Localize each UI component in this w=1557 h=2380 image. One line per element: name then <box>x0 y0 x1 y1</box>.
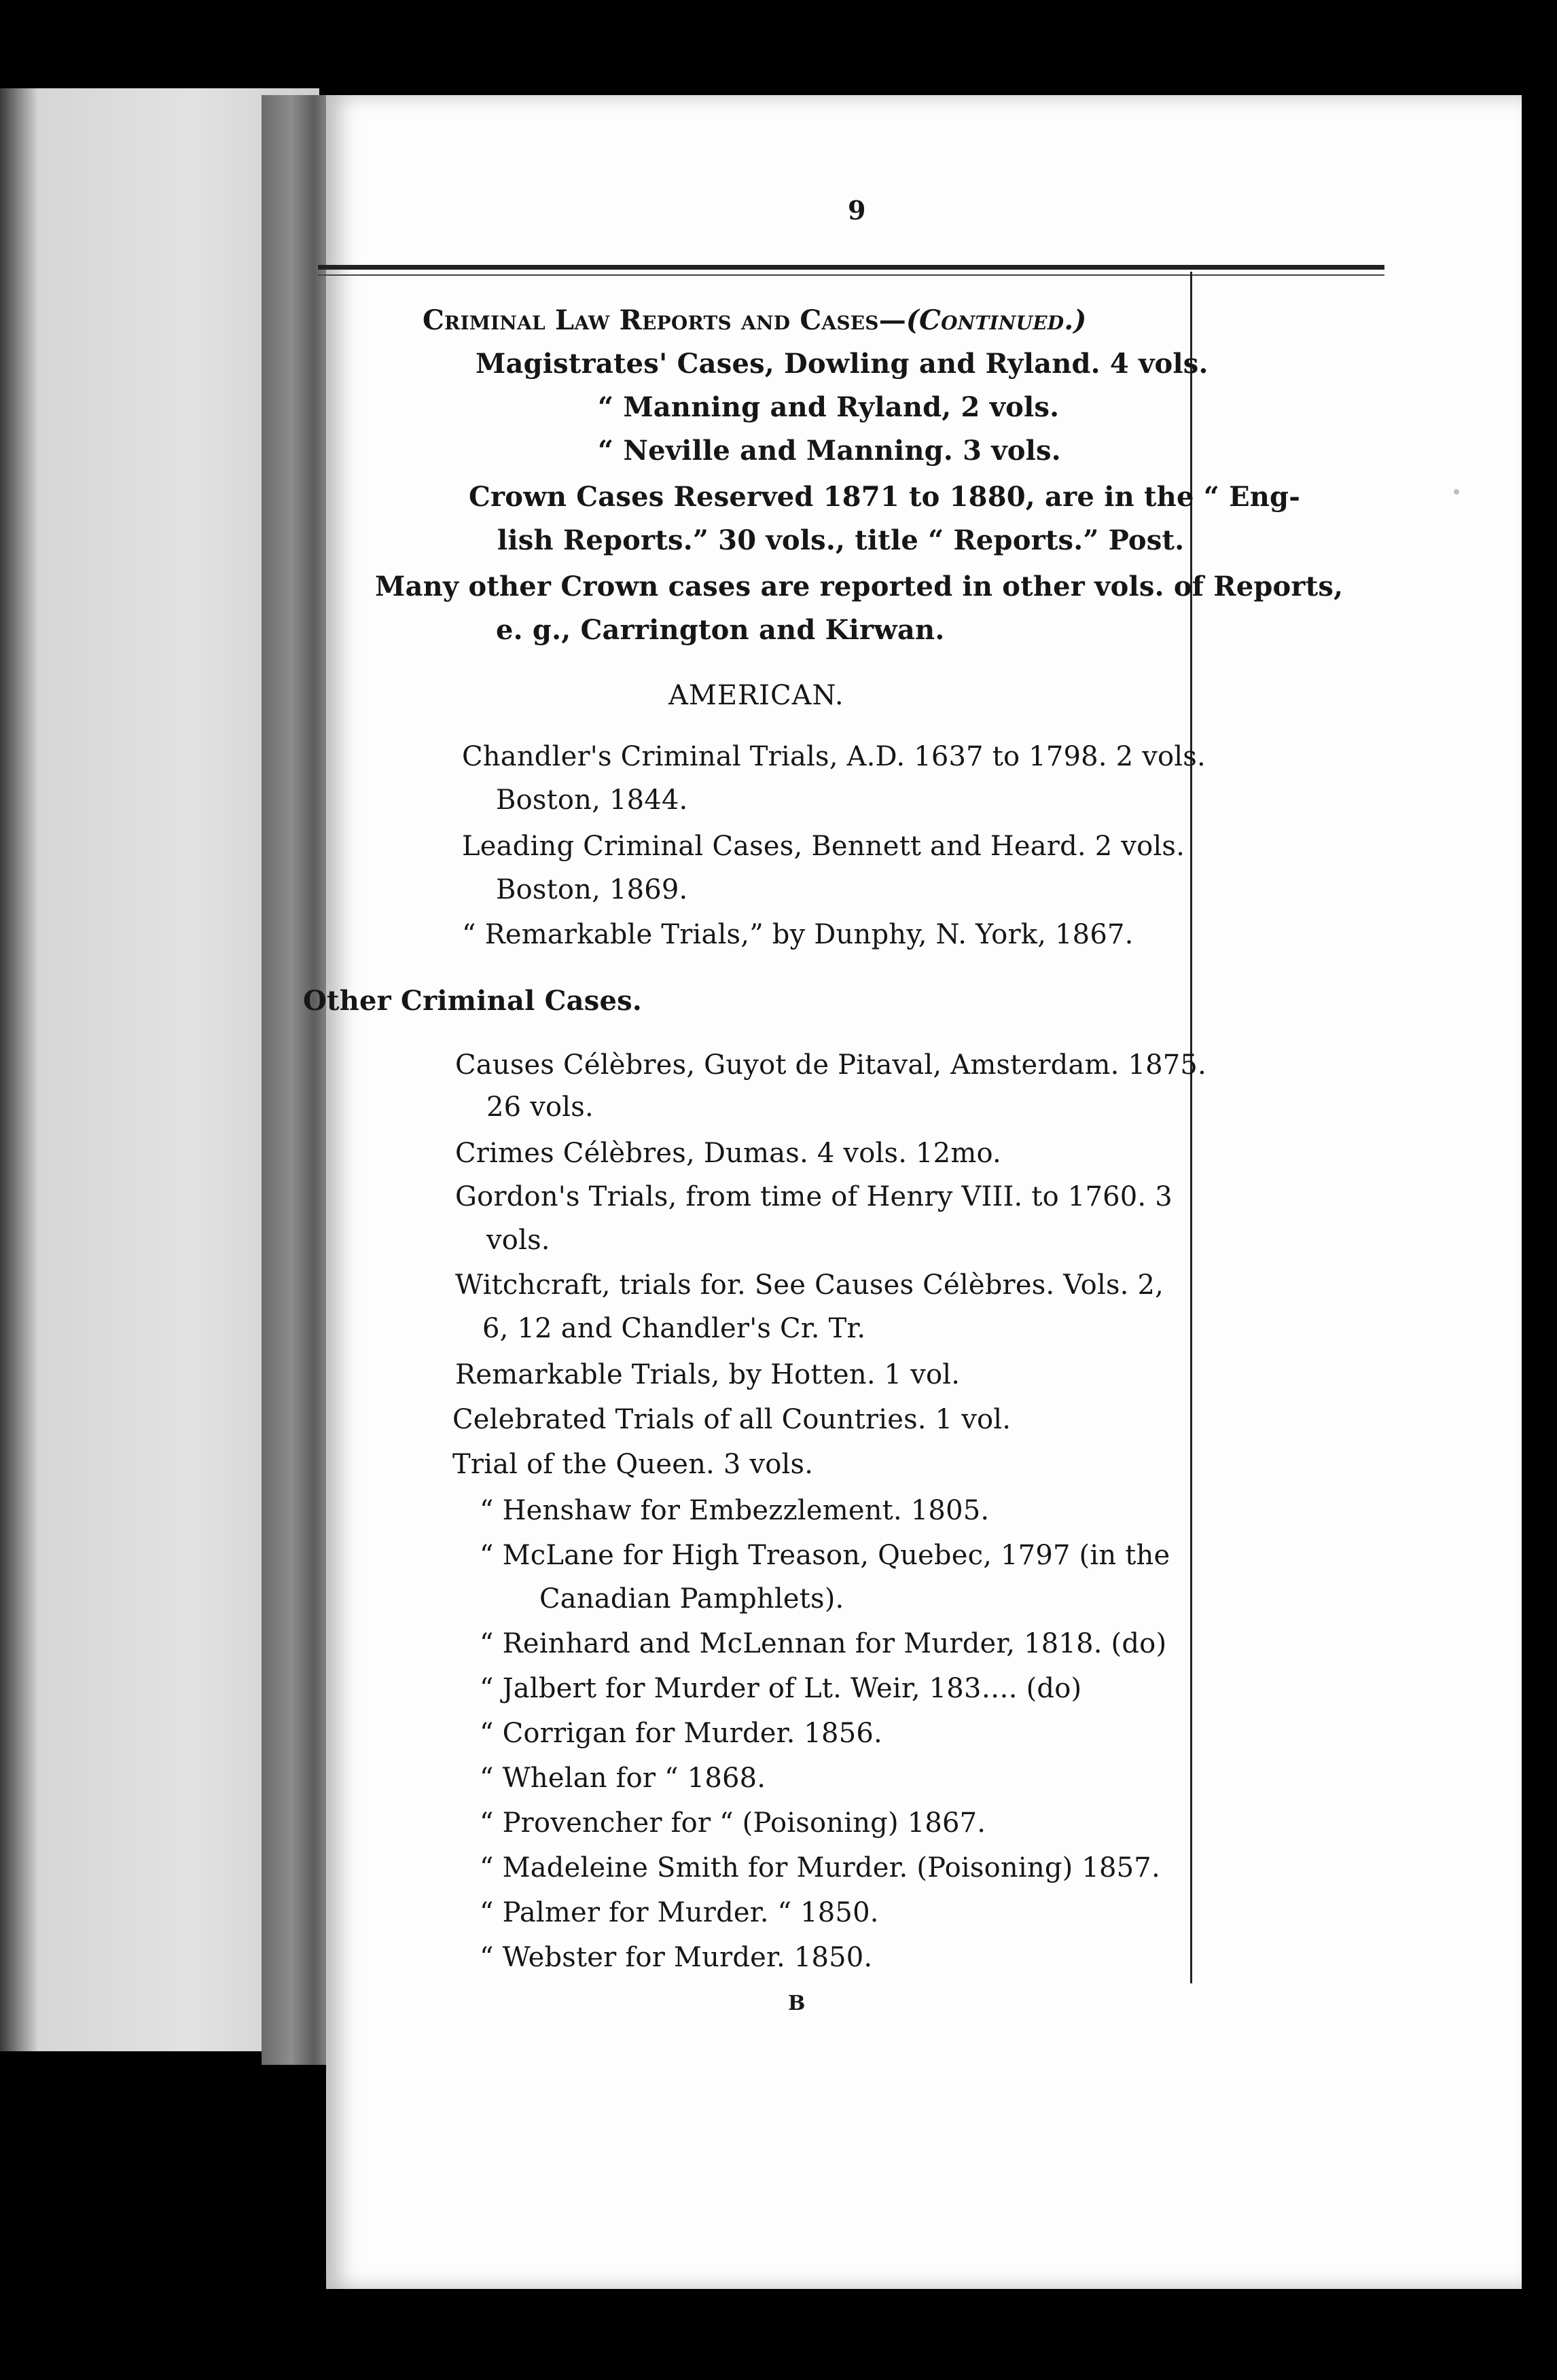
entry-line: “ Palmer for Murder. “ 1850. <box>480 1897 879 1928</box>
entry-line: lish Reports.” 30 vols., title “ Reports.” Post. <box>497 524 1185 556</box>
entry-line: Remarkable Trials, by Hotten. 1 vol. <box>455 1359 961 1390</box>
entry-line: “ Corrigan for Murder. 1856. <box>480 1718 882 1749</box>
header-rule-thin <box>318 274 1384 276</box>
entry-line: “ Henshaw for Embezzlement. 1805. <box>480 1495 990 1526</box>
entry-line: Chandler's Criminal Trials, A.D. 1637 to 1798. 2 vols. <box>462 741 1206 772</box>
entry-line: Many other Crown cases are reported in other vols. of Reports, <box>375 571 1344 602</box>
american-heading: AMERICAN. <box>668 680 844 711</box>
entry-line: Witchcraft, trials for. See Causes Célèbres. Vols. 2, <box>455 1269 1164 1301</box>
entry-line: Magistrates' Cases, Dowling and Ryland. 4 vols. <box>476 348 1209 380</box>
book-gutter <box>262 95 336 2065</box>
other-cases-heading: Other Criminal Cases. <box>303 985 642 1017</box>
entry-line: Boston, 1869. <box>496 874 688 905</box>
entry-line: e. g., Carrington and Kirwan. <box>496 614 945 646</box>
entry-line: vols. <box>486 1225 550 1256</box>
entry-line: “ Whelan for “ 1868. <box>480 1763 766 1794</box>
entry-line: Leading Criminal Cases, Bennett and Heard. 2 vols. <box>462 831 1185 862</box>
entry-line: “ Webster for Murder. 1850. <box>480 1942 873 1973</box>
entry-line: Boston, 1844. <box>496 785 688 816</box>
header-rule <box>318 265 1384 270</box>
speck <box>1454 489 1459 494</box>
entry-line: Celebrated Trials of all Countries. 1 vol. <box>452 1404 1012 1435</box>
entry-line: “ McLane for High Treason, Quebec, 1797 (in the <box>480 1540 1170 1571</box>
entry-line: “ Neville and Manning. 3 vols. <box>598 435 1061 467</box>
entry-line: “ Madeleine Smith for Murder. (Poisoning) 1857. <box>480 1852 1160 1883</box>
entry-line: “ Remarkable Trials,” by Dunphy, N. York, 1867. <box>462 919 1134 950</box>
entry-line: Crimes Célèbres, Dumas. 4 vols. 12mo. <box>455 1138 1001 1169</box>
entry-line: Crown Cases Reserved 1871 to 1880, are in the “ Eng- <box>469 481 1301 513</box>
entry-line: “ Reinhard and McLennan for Murder, 1818. (do) <box>480 1628 1167 1659</box>
heading-title: Criminal Law Reports and Cases— <box>423 304 906 336</box>
section-heading <box>423 304 1087 337</box>
column-rule <box>1190 272 1192 1983</box>
signature-mark: B <box>788 1991 806 2015</box>
entry-line: “ Provencher for “ (Poisoning) 1867. <box>480 1807 986 1839</box>
heading-continued: (Continued.) <box>906 304 1087 336</box>
entry-line: Gordon's Trials, from time of Henry VIII. to 1760. 3 <box>455 1181 1173 1212</box>
entry-line: 26 vols. <box>486 1092 594 1123</box>
page-number: 9 <box>848 195 866 226</box>
entry-line: “ Jalbert for Murder of Lt. Weir, 183…. (do) <box>480 1673 1082 1704</box>
entry-line: “ Manning and Ryland, 2 vols. <box>598 391 1060 423</box>
entry-line: Causes Célèbres, Guyot de Pitaval, Amsterdam. 1875. <box>455 1049 1206 1081</box>
entry-line: Canadian Pamphlets). <box>539 1583 844 1615</box>
entry-line: Trial of the Queen. 3 vols. <box>452 1449 814 1480</box>
entry-line: 6, 12 and Chandler's Cr. Tr. <box>482 1313 866 1344</box>
